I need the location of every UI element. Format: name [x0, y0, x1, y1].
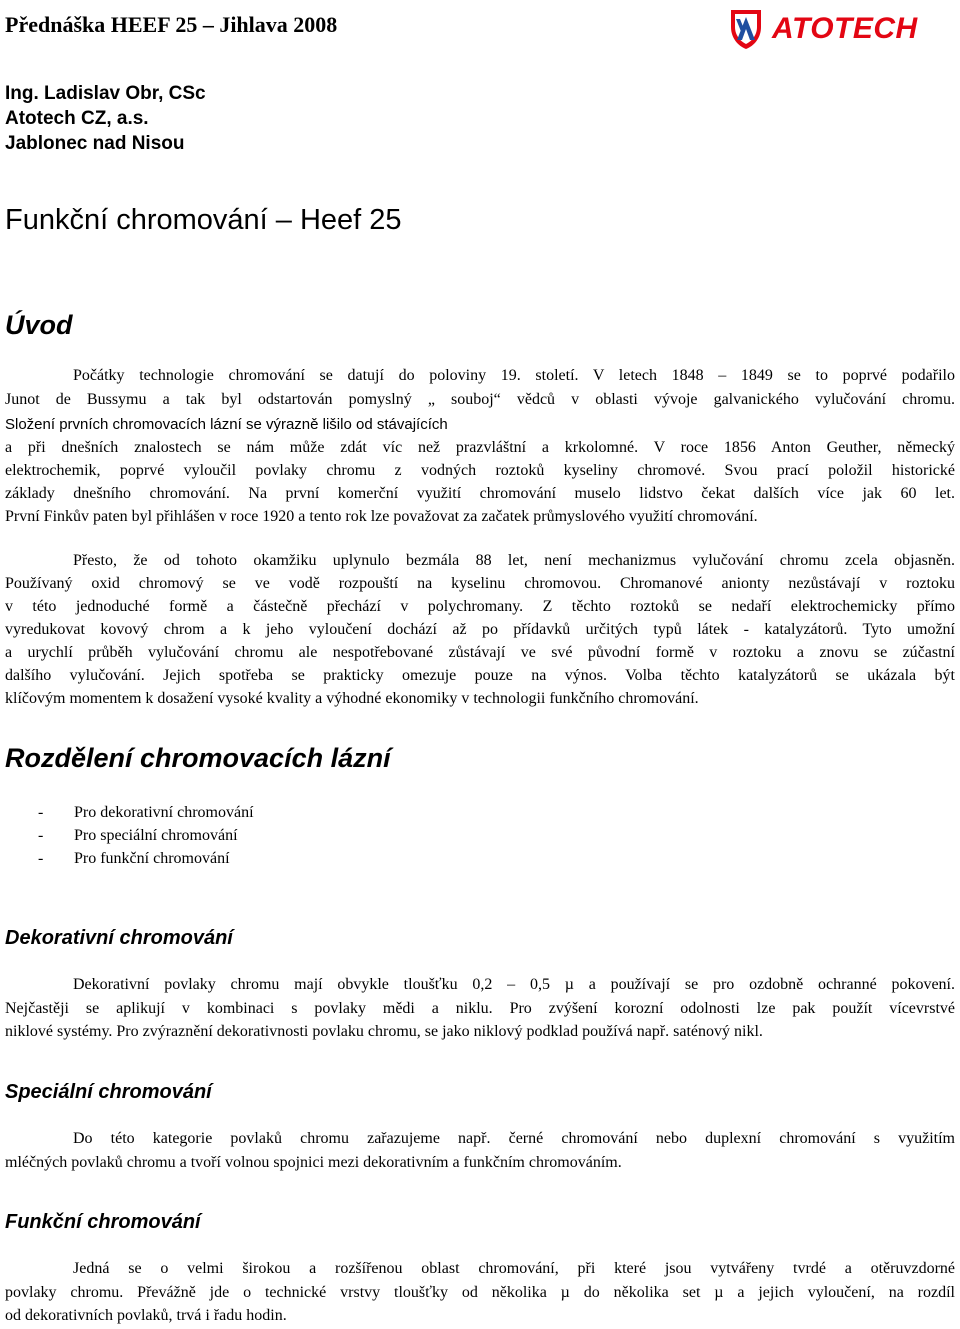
heading-specialni: Speciální chromování	[5, 1081, 212, 1103]
uvod2-line-5: a urychlí průběh vylučování chromu ale nespotřebované zůstávají ve své původní formě v roztoku a znovu se zúčastní	[5, 644, 955, 661]
heading-rozdeleni: Rozdělení chromovacích lázní	[5, 743, 391, 773]
atotech-logo	[728, 6, 955, 52]
uvod-line-6: základy dnešního chromování. Na první komerční využití chromování muselo lidstvo čekat dalších více jak 60 let.	[5, 485, 955, 502]
list-bullet: -	[38, 827, 44, 844]
lecture-header-title: Přednáška HEEF 25 – Jihlava 2008	[5, 12, 338, 37]
uvod2-line-4: vyredukovat kovový chrom a k jeho vyloučení dochází až po přídavků určitých typů látek - katalyzátorů. Tyto umožní	[5, 621, 955, 638]
list-bullet: -	[38, 850, 44, 867]
author-company: Atotech CZ, a.s.	[5, 108, 149, 129]
specialni-line-1: Do této kategorie povlaků chromu zařazujeme např. černé chromování nebo duplexní chromování s využitím	[73, 1130, 955, 1147]
author-city: Jablonec nad Nisou	[5, 133, 185, 154]
uvod-line-3: Složení prvních chromovacích lázní se výrazně lišilo od stávajících	[5, 416, 448, 433]
uvod-line-4: a při dnešních znalostech se nám může zdát víc než prazvláštní a krkolomné. V roce 1856 Anton Geuther, německý	[5, 439, 955, 456]
list-item-label: Pro funkční chromování	[74, 850, 230, 867]
list-item	[38, 824, 254, 847]
bath-types-list	[38, 801, 254, 870]
dekorativni-line-1: Dekorativní povlaky chromu mají obvykle tloušťku 0,2 – 0,5 µ a používají se pro ozdobně ochranné pokovení.	[73, 976, 955, 993]
heading-dekorativni: Dekorativní chromování	[5, 927, 233, 949]
funkcni-line-2: povlaky chromu. Převážně jde o technické vrstvy tloušťky od několika µ do několika set µ a jejich vyloučení, na rozdíl	[5, 1284, 955, 1301]
uvod2-line-2: Používaný oxid chromový se ve vodě rozpouští na kyselinu chromovou. Chromanové anionty nezůstávají v roztoku	[5, 575, 955, 592]
dekorativni-line-3: niklové systémy. Pro zvýraznění dekorativnosti povlaku chromu, se jako niklový podklad používá např. saténový nikl.	[5, 1023, 763, 1040]
author-name: Ing. Ladislav Obr, CSc	[5, 83, 206, 104]
uvod2-line-1: Přesto, že od tohoto okamžiku uplynulo bezmála 88 let, není mechanizmus vylučování chromu zcela objasněn.	[73, 552, 955, 569]
uvod2-line-3: v této jednoduché formě a částečně přechází v polychromany. Z těchto roztoků se nedaří elektrochemicky přímo	[5, 598, 955, 615]
heading-uvod: Úvod	[5, 310, 73, 340]
specialni-line-2: mléčných povlaků chromu a tvoří volnou spojnici mezi dekorativním a funkčním chromováním.	[5, 1154, 622, 1171]
uvod-line-7: První Finkův paten byl přihlášen v roce 1920 a tento rok lze považovat za začatek průmyslového využití chromování.	[5, 508, 758, 525]
list-bullet: -	[38, 804, 44, 821]
uvod-line-2: Junot de Bussymu a tak byl odstartován pomyslný „ souboj“ vědců v oblasti vývoje galvanického vylučování chromu.	[5, 391, 955, 408]
document-title: Funkční chromování – Heef 25	[5, 204, 402, 236]
funkcni-line-3: od dekorativních povlaků, trvá i řadu hodin.	[5, 1307, 287, 1324]
list-item	[38, 847, 254, 870]
heading-funkcni: Funkční chromování	[5, 1211, 201, 1233]
uvod2-line-7: klíčovým momentem k dosažení vysoké kvality a výhodné ekonomiky v technologii funkčního chromování.	[5, 690, 699, 707]
list-item	[38, 801, 254, 824]
dekorativni-line-2: Nejčastěji se aplikují v kombinaci s povlaky mědi a niklu. Pro zvýšení korozní odolnosti lze pak použít vícevrstvé	[5, 1000, 955, 1017]
uvod2-line-6: dalšího vylučování. Jejich spotřeba se prakticky omezuje pouze na výnos. Volba těchto katalyzátorů se ukázala být	[5, 667, 955, 684]
logo-wordmark: ATOTECH	[772, 12, 918, 45]
funkcni-line-1: Jedná se o velmi širokou a rozšířenou oblast chromování, při které jsou vytvářeny tvrdé a otěruvzdorné	[73, 1260, 955, 1277]
uvod-line-5: elektrochemik, poprvé vyloučil povlaky chromu z vodných roztoků kyseliny chromové. Svou prací položil historické	[5, 462, 955, 479]
uvod-line-1: Počátky technologie chromování se datují do poloviny 19. století. V letech 1848 – 1849 se to poprvé podařilo	[73, 367, 955, 384]
atotech-shield-icon	[728, 7, 764, 51]
list-item-label: Pro speciální chromování	[74, 827, 238, 844]
list-item-label: Pro dekorativní chromování	[74, 804, 254, 821]
